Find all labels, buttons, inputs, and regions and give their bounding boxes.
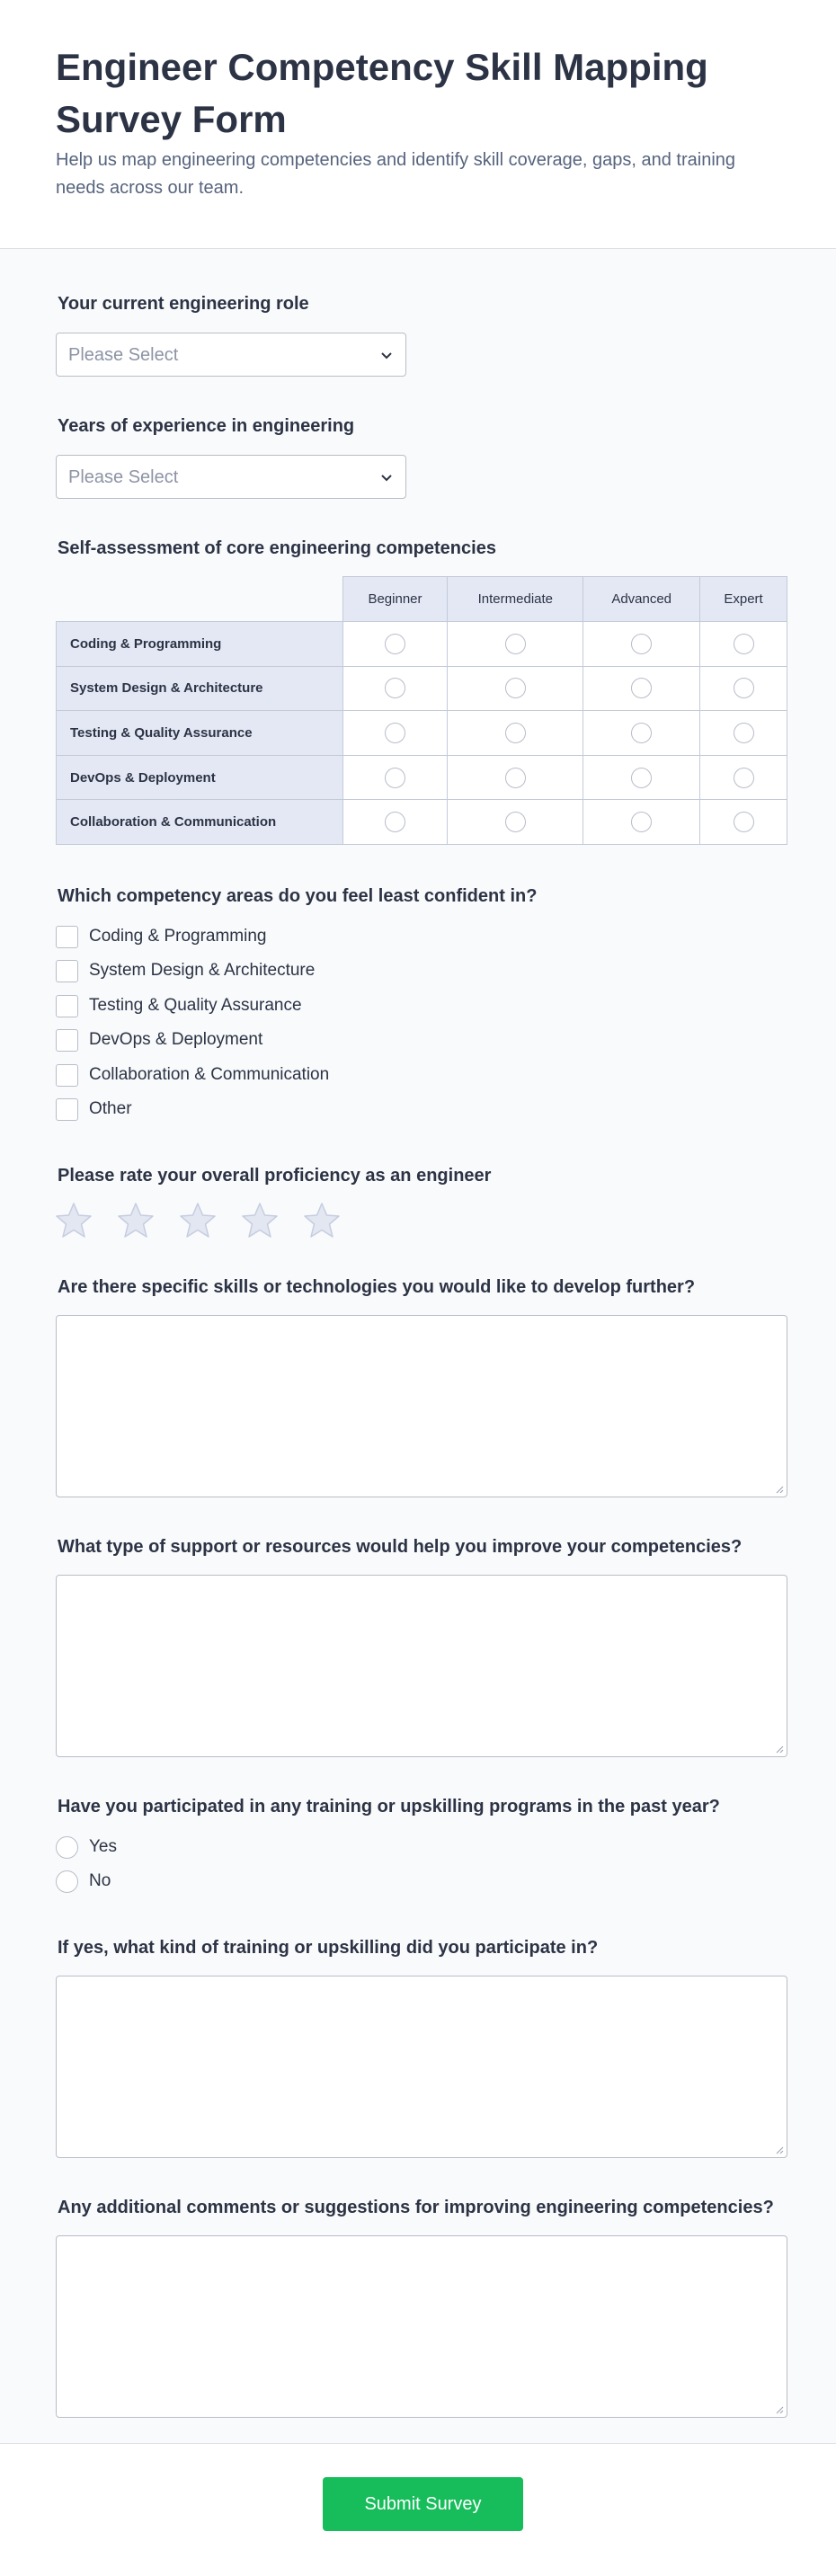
matrix-radio[interactable] (385, 678, 405, 698)
matrix-row (57, 711, 787, 756)
option-label: DevOps & Deployment (89, 1030, 263, 1049)
matrix-label: Self-assessment of core engineering competencies (58, 538, 496, 558)
matrix-radio[interactable] (505, 634, 526, 654)
matrix-row-label: Collaboration & Communication (57, 800, 343, 845)
matrix-row-label: System Design & Architecture (57, 666, 343, 711)
star-icon[interactable] (302, 1201, 342, 1240)
years-select-placeholder: Please Select (68, 467, 179, 487)
matrix-radio[interactable] (385, 723, 405, 743)
skills-label: Are there specific skills or technologies you would like to develop further? (58, 1277, 696, 1297)
option-label: Coding & Programming (89, 927, 267, 946)
years-label: Years of experience in engineering (58, 416, 355, 436)
option-label: Yes (89, 1837, 117, 1856)
matrix-radio[interactable] (505, 768, 526, 788)
checkbox[interactable] (56, 1029, 78, 1052)
option-label: System Design & Architecture (89, 961, 316, 980)
matrix-row (57, 755, 787, 800)
checkbox[interactable] (56, 926, 78, 948)
resize-handle-icon[interactable] (775, 1485, 784, 1494)
chevron-down-icon (380, 471, 393, 484)
form-footer (0, 2443, 836, 2576)
matrix-radio[interactable] (631, 768, 652, 788)
matrix-col-header: Advanced (583, 577, 700, 622)
radio-button[interactable] (56, 1836, 78, 1859)
matrix-col-header: Intermediate (448, 577, 583, 622)
chevron-down-icon (380, 349, 393, 361)
matrix-radio[interactable] (734, 812, 754, 832)
matrix-radio[interactable] (734, 634, 754, 654)
form-title: Engineer Competency Skill Mapping Survey Form (56, 46, 708, 140)
matrix-row (57, 666, 787, 711)
option-label: Collaboration & Communication (89, 1065, 330, 1084)
form-header (0, 0, 836, 249)
star-icon[interactable] (178, 1201, 218, 1240)
comments-label: Any additional comments or suggestions for improving engineering competencies? (58, 2198, 774, 2217)
comments-textarea[interactable] (56, 2235, 787, 2418)
matrix-col-header: Expert (700, 577, 787, 622)
checkbox[interactable] (56, 995, 78, 1017)
matrix-row-label: Testing & Quality Assurance (57, 711, 343, 756)
matrix-radio[interactable] (385, 768, 405, 788)
support-label: What type of support or resources would help you improve your competencies? (58, 1537, 743, 1557)
matrix-row-label: Coding & Programming (57, 622, 343, 667)
confidence-label: Which competency areas do you feel least confident in? (58, 886, 538, 906)
role-select[interactable] (56, 333, 406, 377)
matrix-radio[interactable] (505, 678, 526, 698)
matrix-row-label: DevOps & Deployment (57, 755, 343, 800)
role-label: Your current engineering role (58, 294, 309, 314)
star-icon[interactable] (240, 1201, 280, 1240)
checkbox[interactable] (56, 960, 78, 982)
radio-button[interactable] (56, 1870, 78, 1893)
matrix-radio[interactable] (385, 634, 405, 654)
resize-handle-icon[interactable] (775, 2405, 784, 2414)
matrix-radio[interactable] (734, 723, 754, 743)
form-subtitle: Help us map engineering competencies and identify skill coverage, gaps, and training needs across our team. (56, 150, 736, 198)
matrix-corner (57, 577, 343, 622)
skills-textarea[interactable] (56, 1315, 787, 1497)
checkbox[interactable] (56, 1098, 78, 1121)
matrix-col-header: Beginner (342, 577, 448, 622)
matrix-radio[interactable] (505, 812, 526, 832)
training-label: Have you participated in any training or upskilling programs in the past year? (58, 1797, 720, 1817)
matrix-radio[interactable] (505, 723, 526, 743)
training-kind-textarea[interactable] (56, 1976, 787, 2158)
star-icon[interactable] (116, 1201, 156, 1240)
training-kind-label: If yes, what kind of training or upskilling did you participate in? (58, 1938, 599, 1958)
submit-button[interactable]: Submit Survey (323, 2477, 523, 2531)
matrix-radio[interactable] (385, 812, 405, 832)
competency-matrix (56, 576, 787, 845)
role-select-placeholder: Please Select (68, 345, 179, 365)
checkbox[interactable] (56, 1064, 78, 1087)
matrix-radio[interactable] (631, 678, 652, 698)
matrix-row (57, 800, 787, 845)
matrix-row (57, 622, 787, 667)
resize-handle-icon[interactable] (775, 1745, 784, 1754)
star-icon[interactable] (54, 1201, 93, 1240)
matrix-radio[interactable] (631, 634, 652, 654)
option-label: No (89, 1871, 111, 1890)
rating-label: Please rate your overall proficiency as an engineer (58, 1166, 492, 1186)
matrix-radio[interactable] (734, 768, 754, 788)
resize-handle-icon[interactable] (775, 2145, 784, 2154)
option-label: Testing & Quality Assurance (89, 996, 302, 1015)
matrix-radio[interactable] (734, 678, 754, 698)
option-label: Other (89, 1099, 132, 1118)
years-select[interactable] (56, 455, 406, 499)
matrix-radio[interactable] (631, 812, 652, 832)
support-textarea[interactable] (56, 1575, 787, 1757)
matrix-radio[interactable] (631, 723, 652, 743)
